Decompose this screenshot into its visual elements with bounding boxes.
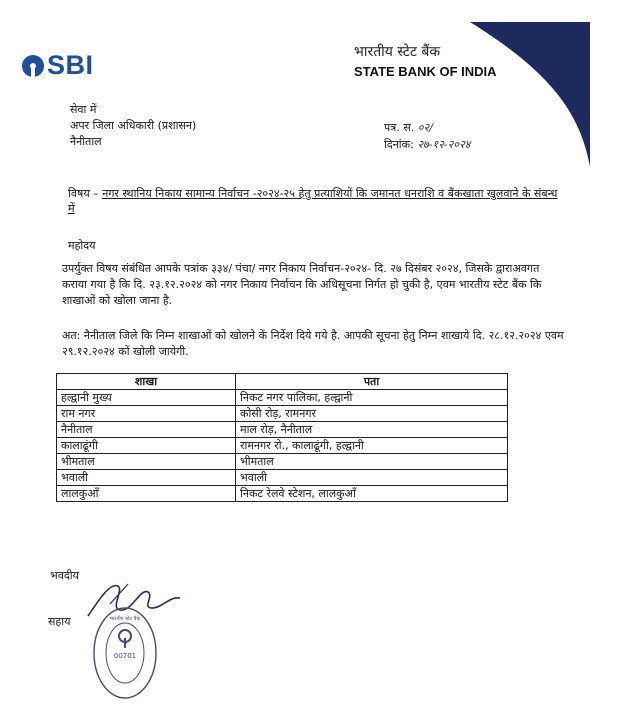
- addressee-line1: सेवा में: [70, 103, 97, 116]
- table-row: [57, 406, 508, 422]
- closing-yours: भवदीय: [50, 569, 79, 582]
- table-row: [57, 454, 508, 470]
- column-header-branch: शाखा: [57, 374, 236, 390]
- address-cell: रामनगर रो., कालाढूंगी, हल्द्वानी: [236, 438, 508, 454]
- subject-text: नगर स्थानिय निकाय सामान्य निर्वाचन -२०२४-२५ हेतु प्रत्याशियों कि जमानत धनराशि व बैंकखाता खुलवाने के संबन्ध में: [68, 187, 558, 215]
- closing-designation: सहाय: [48, 615, 71, 628]
- bank-stamp: [92, 606, 158, 700]
- salutation: महोदय: [68, 239, 96, 252]
- sbi-logo-text: SBI: [47, 50, 94, 80]
- paragraph-2: अत: नैनीताल जिले कि निम्न शाखाओं को खोलने कें निर्देश दिये गये है. आपकी सूचना हेतु निम्न शाखाये दि. २८.१२.२०२४ एवम २९.१२.२०२४ कों खोली जायेगी.: [62, 329, 564, 358]
- stamp-text-top: भारतीय स्टेट बैंक: [109, 616, 141, 622]
- branch-cell: भवाली: [57, 470, 236, 486]
- branch-cell: हल्द्वानी मुख्य: [57, 390, 236, 406]
- letter-number-label: पत्र. स.: [384, 121, 415, 134]
- address-cell: निकट रेलवे स्टेशन, लालकुआँ: [236, 486, 508, 502]
- branch-cell: भीमताल: [57, 454, 236, 470]
- sbi-logo: [22, 50, 94, 81]
- branch-cell: राम नगर: [57, 406, 236, 422]
- table-row: [57, 438, 508, 454]
- letter-date-value: २७-१२-२०२४: [417, 138, 471, 151]
- letter-number-value: ०२/: [417, 121, 433, 134]
- bank-name-english: STATE BANK OF INDIA: [354, 64, 497, 79]
- address-cell: माल रोड़, नैनीताल: [236, 422, 508, 438]
- letter-date-label: दिनांक:: [384, 138, 414, 151]
- table-header-row: [57, 374, 508, 390]
- branch-cell: नैनीताल: [57, 422, 236, 438]
- table-row: [57, 470, 508, 486]
- branch-cell: कालाढूंगी: [57, 438, 236, 454]
- branch-table: [56, 373, 508, 502]
- bank-name-hindi: भारतीय स्टेट बैंक: [354, 44, 441, 60]
- address-cell: भीमताल: [236, 454, 508, 470]
- address-cell: कोसी रोड़, रामनगर: [236, 406, 508, 422]
- corner-decoration: [470, 22, 600, 167]
- address-cell: निकट नगर पालिका, हल्द्वानी: [236, 390, 508, 406]
- table-row: [57, 486, 508, 502]
- letter-number: [384, 120, 433, 136]
- column-header-address: पता: [236, 374, 508, 390]
- address-cell: भवाली: [236, 470, 508, 486]
- subject-line: [68, 186, 564, 216]
- addressee-line2: अपर जिला अधिकारी (प्रशासन): [70, 119, 197, 132]
- branch-cell: लालकुआँ: [57, 486, 236, 502]
- paragraph-1: उपर्युक्त विषय संबंधित आपके पत्रांक ३३४/ पंचा/ नगर निकाय निर्वाचन-२०२४- दि. २७ दिसंबर २०२४, जिसके द्वाराअवगत कराया गया है कि दि. २३.१२.२०२४ को नगर निकाय निर्वाचन कि अधिसूचना निर्गत हो चुकी है, एवम भारतीय स्टेट बैंक कि शाखाओं को खोला जाना है.: [62, 262, 542, 307]
- letter-date: [384, 137, 471, 153]
- sbi-logo-icon: [22, 55, 44, 77]
- subject-label: विषय –: [68, 187, 99, 200]
- stamp-code: 00701: [113, 652, 137, 660]
- table-row: [57, 422, 508, 438]
- addressee-line3: नैनीताल: [70, 135, 102, 148]
- table-row: [57, 390, 508, 406]
